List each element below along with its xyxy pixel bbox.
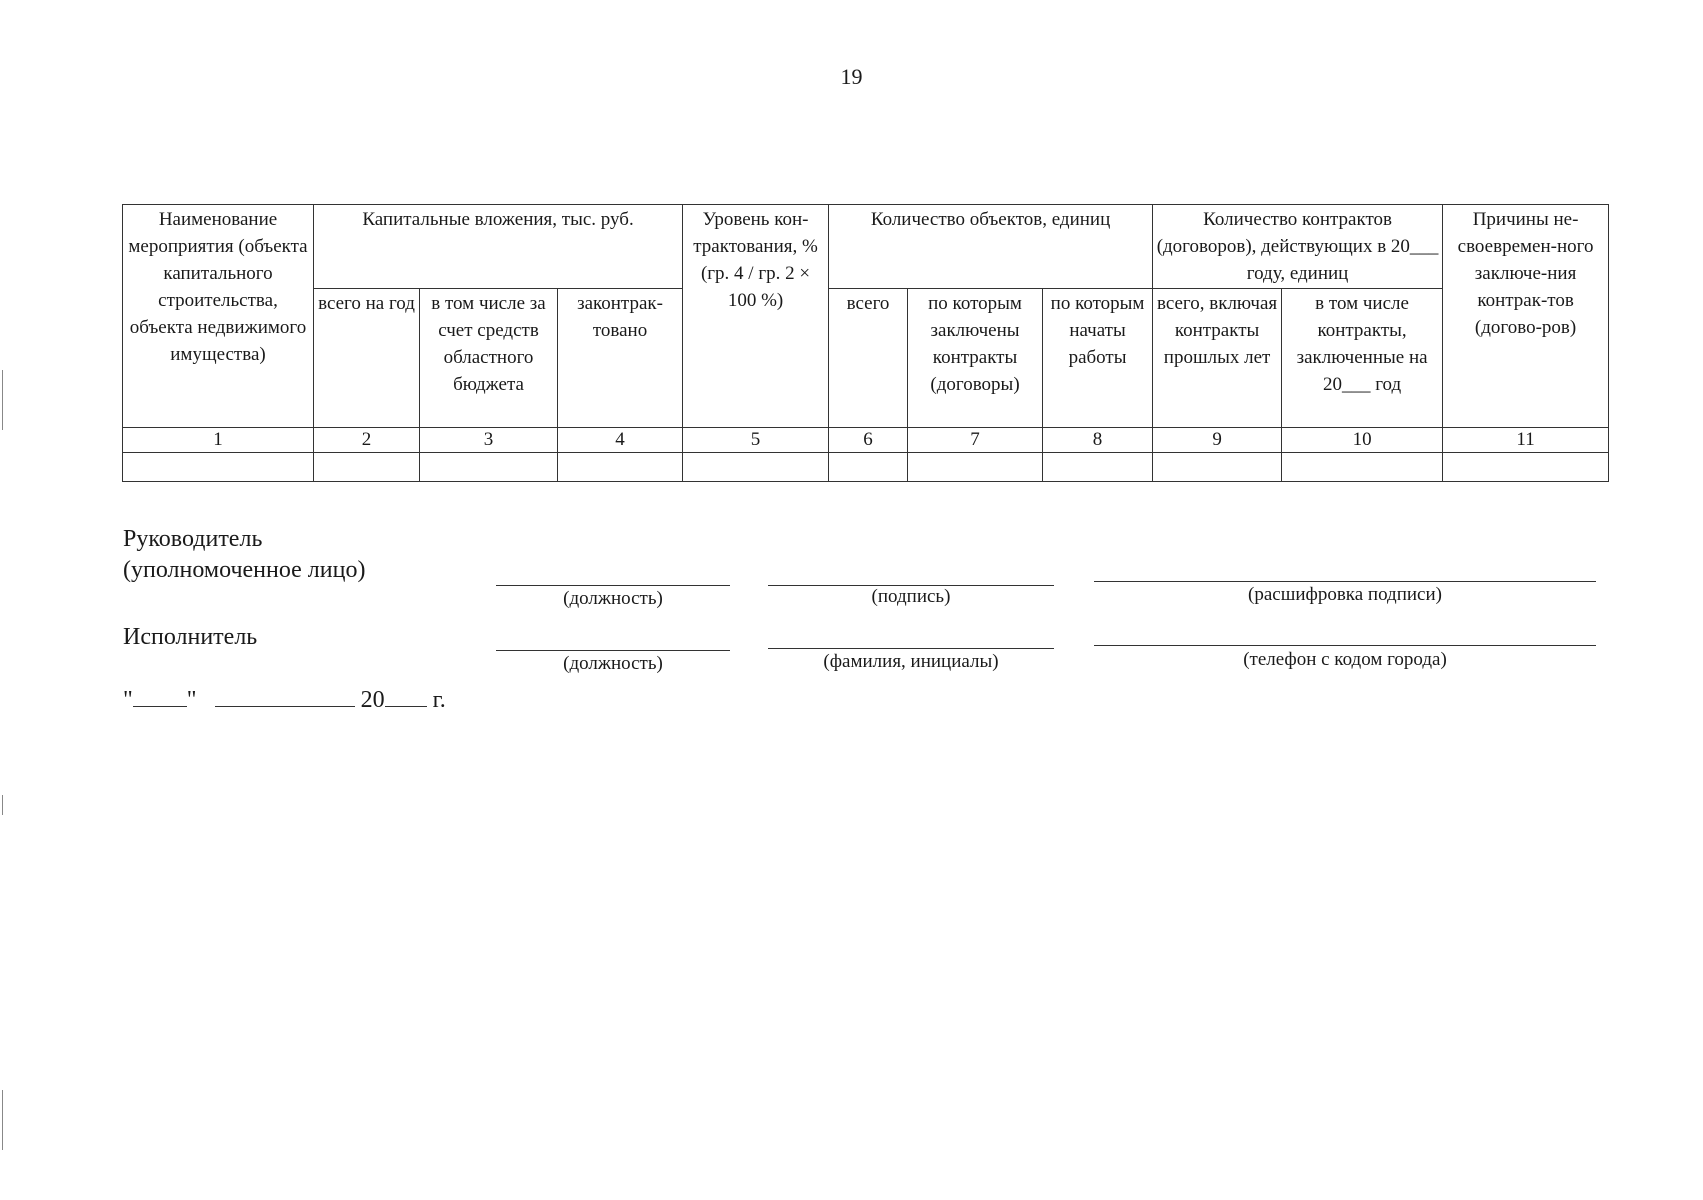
executor-phone-caption: (телефон с кодом города) — [1243, 649, 1447, 670]
header-capital-investments: Капитальные вложения, тыс. руб. — [314, 205, 683, 289]
header-including-regional-budget: в том числе за счет средств областного бюджета — [420, 289, 558, 428]
executor-position-caption: (должность) — [563, 653, 663, 674]
date-month-blank[interactable] — [215, 684, 355, 707]
column-number: 6 — [829, 428, 908, 453]
table-cell[interactable] — [908, 453, 1043, 482]
date-year-suffix: г. — [432, 687, 446, 713]
table-cell[interactable] — [558, 453, 683, 482]
header-name: Наименование мероприятия (объекта капитального строительства, объекта недвижимого имущества) — [123, 205, 314, 428]
table-cell[interactable] — [1153, 453, 1282, 482]
header-objects-total: всего — [829, 289, 908, 428]
header-contracted: законтрак-товано — [558, 289, 683, 428]
column-number: 5 — [683, 428, 829, 453]
scan-margin-mark — [2, 1090, 3, 1150]
header-contracts-total: всего, включая контракты прошлых лет — [1153, 289, 1282, 428]
header-contracts-count: Количество контрактов (договоров), действующих в 20___ году, единиц — [1153, 205, 1443, 289]
table-cell[interactable] — [123, 453, 314, 482]
column-number: 8 — [1043, 428, 1153, 453]
column-number: 4 — [558, 428, 683, 453]
date-year-prefix: 20 — [360, 687, 385, 713]
date-quote-open: " — [123, 687, 133, 713]
column-number: 10 — [1282, 428, 1443, 453]
executor-label: Исполнитель — [123, 624, 258, 650]
report-table — [122, 204, 1609, 482]
table-row — [123, 453, 1609, 482]
date-year-blank[interactable] — [385, 684, 427, 707]
head-position-caption: (должность) — [563, 588, 663, 609]
head-label-authorized: (уполномоченное лицо) — [123, 557, 366, 583]
executor-phone-line[interactable] — [1094, 645, 1596, 646]
table-cell[interactable] — [1443, 453, 1609, 482]
scan-margin-mark — [2, 795, 3, 815]
column-number: 2 — [314, 428, 420, 453]
date-quote-close: " — [186, 687, 197, 713]
header-objects-contracts-concluded: по которым заключены контракты (договоры) — [908, 289, 1043, 428]
column-number: 1 — [123, 428, 314, 453]
table-cell[interactable] — [314, 453, 420, 482]
table-cell[interactable] — [1282, 453, 1443, 482]
header-contracts-concluded-in-year: в том числе контракты, заключенные на 20___ год — [1282, 289, 1443, 428]
date-day-blank[interactable] — [133, 684, 187, 707]
column-numbers-row — [123, 428, 1609, 453]
table-cell[interactable] — [829, 453, 908, 482]
head-position-line[interactable] — [496, 585, 730, 586]
executor-name-line[interactable] — [768, 648, 1054, 649]
column-number: 3 — [420, 428, 558, 453]
executor-name-caption: (фамилия, инициалы) — [823, 651, 999, 672]
column-number: 9 — [1153, 428, 1282, 453]
header-total-per-year: всего на год — [314, 289, 420, 428]
table-cell[interactable] — [420, 453, 558, 482]
head-label: Руководитель — [123, 526, 263, 552]
table-cell[interactable] — [1043, 453, 1153, 482]
page-number: 19 — [840, 64, 863, 89]
head-signature-caption: (подпись) — [871, 586, 951, 607]
head-decoding-line[interactable] — [1094, 581, 1596, 582]
executor-position-line[interactable] — [496, 650, 730, 651]
header-objects-works-started: по которым начаты работы — [1043, 289, 1153, 428]
date-line — [123, 684, 446, 715]
scan-margin-mark — [2, 370, 3, 430]
header-contracting-level: Уровень кон-трактования, % (гр. 4 / гр. 2 × 100 %) — [683, 205, 829, 428]
column-number: 7 — [908, 428, 1043, 453]
header-reasons: Причины не-своевремен-ного заключе-ния контрак-тов (догово-ров) — [1443, 205, 1609, 428]
head-decoding-caption: (расшифровка подписи) — [1248, 584, 1442, 605]
column-number: 11 — [1443, 428, 1609, 453]
header-objects-count: Количество объектов, единиц — [829, 205, 1153, 289]
table-cell[interactable] — [683, 453, 829, 482]
